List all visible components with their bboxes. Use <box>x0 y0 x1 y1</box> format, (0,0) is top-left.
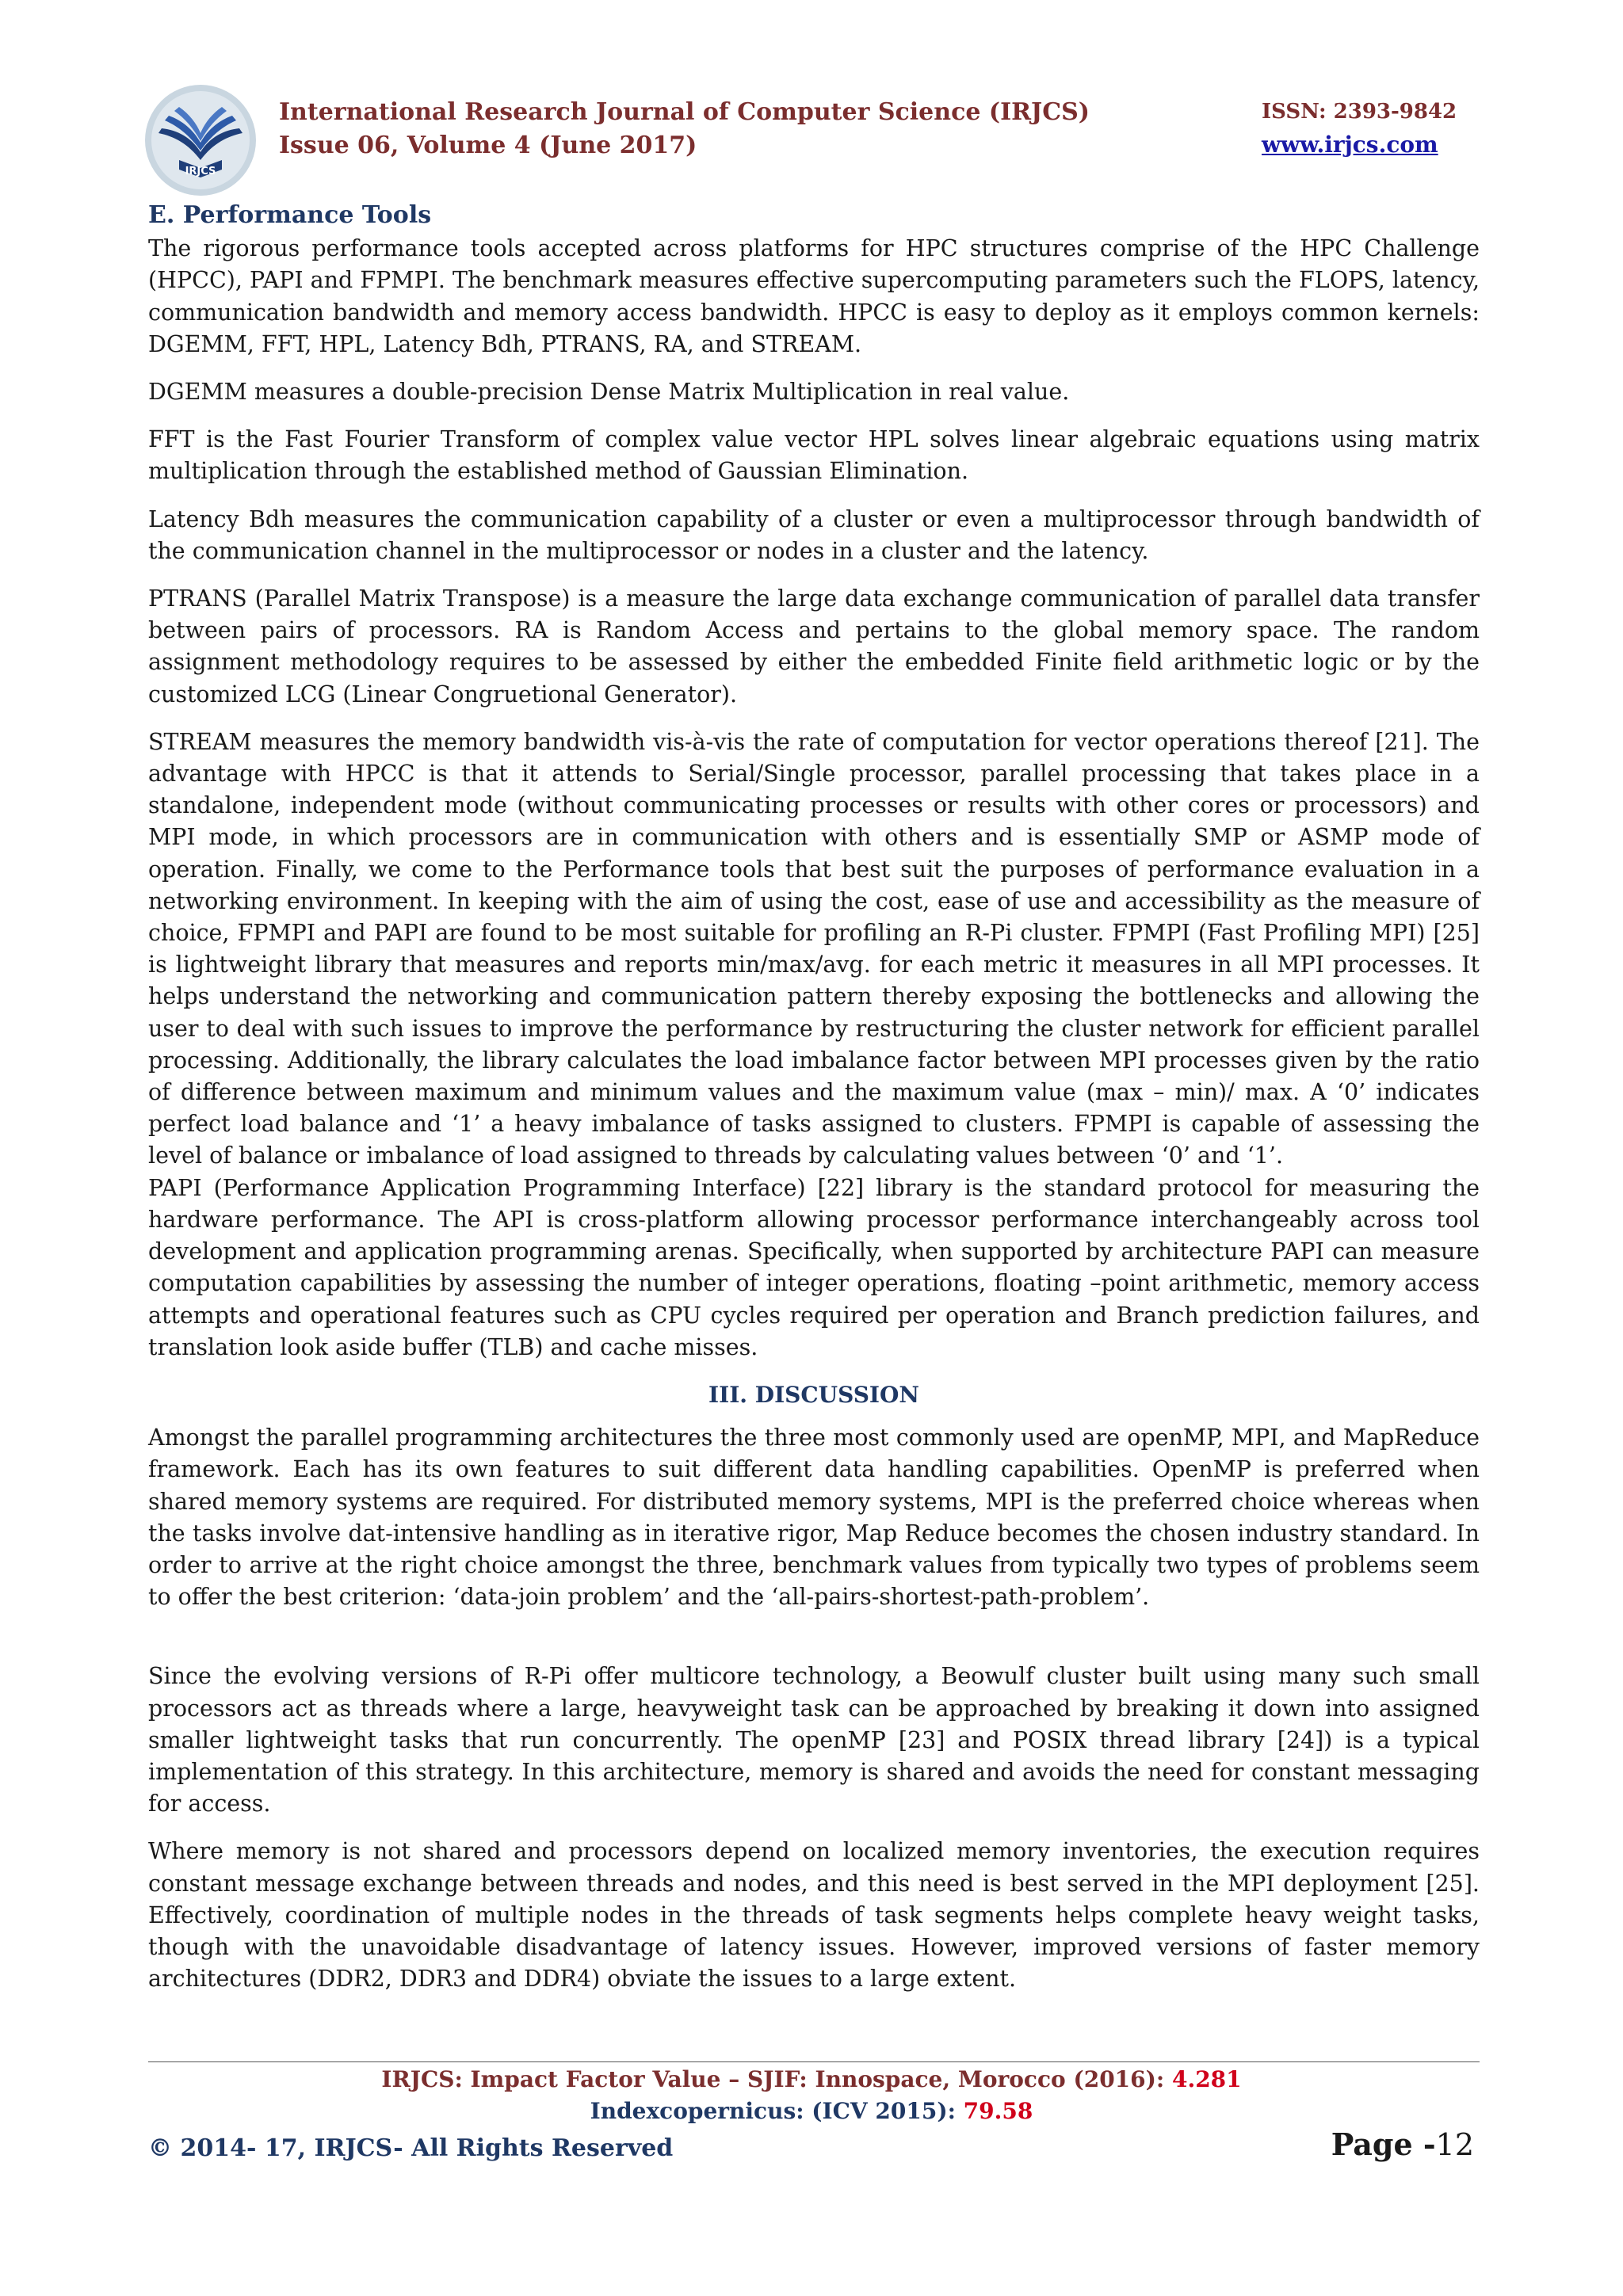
paragraph: Where memory is not shared and processors depend on localized memory inventories, the execution requires constant message exchange between threads and nodes, and this need is best served in the MPI deployment [25]. Effectively, coordination of multiple nodes in the threads of task segments helps complete heavy weight tasks, though with the unavoidable disadvantage of latency issues. However, improved versions of faster memory architectures (DDR2, DDR3 and DDR4) obviate the issues to a large extent. <box>148 1838 1480 1993</box>
index-line <box>0 2098 1623 2124</box>
journal-logo <box>141 81 260 200</box>
page-label: Page - <box>1331 2126 1436 2162</box>
book-wings-icon <box>141 81 260 200</box>
index-label: Indexcopernicus: (ICV 2015): <box>590 2098 964 2124</box>
discussion-heading: III. DISCUSSION <box>708 1381 919 1408</box>
logo-text: IRJCS <box>185 166 216 177</box>
journal-issue: Issue 06, Volume 4 (June 2017) <box>279 132 697 159</box>
paragraph: STREAM measures the memory bandwidth vis-à-vis the rate of computation for vector operations thereof [21]. The advantage with HPCC is that it attends to Serial/Single processor, parallel processing that takes place in a standalone, independent mode (without communicating processes or results with other cores or processors) and MPI mode, in which processors are in communication with others and is essentially SMP or ASMP mode of operation. Finally, we come to the Performance tools that best suit the purposes of performance evaluation in a networking environment. In keeping with the aim of using the cost, ease of use and accessibility as the measure of choice, FPMPI and PAPI are found to be most suitable for profiling an R-Pi cluster. FPMPI (Fast Profiling MPI) [25] is lightweight library that measures and reports min/max/avg. for each metric it measures in all MPI processes. It helps understand the networking and communication pattern thereby exposing the bottlenecks and allowing the user to deal with such issues to improve the performance by restructuring the cluster network for efficient parallel processing. Additionally, the library calculates the load imbalance factor between MPI processes given by the ratio of difference between maximum and minimum values and the maximum value (max – min)/ max. A ‘0’ indicates perfect load balance and ‘1’ a heavy imbalance of tasks assigned to clusters. FPMPI is capable of assessing the level of balance or imbalance of load assigned to threads by calculating values between ‘0’ and ‘1’. <box>148 728 1480 1169</box>
page-number-value: 12 <box>1435 2127 1474 2162</box>
copyright: © 2014- 17, IRJCS- All Rights Reserved <box>148 2134 674 2162</box>
journal-title: International Research Journal of Computer Science (IRJCS) <box>279 98 1090 126</box>
paragraph: DGEMM measures a double-precision Dense Matrix Multiplication in real value. <box>148 379 1070 406</box>
article-body <box>148 200 1480 2011</box>
paragraph: Since the evolving versions of R-Pi offer multicore technology, a Beowulf cluster built using many such small processors act as threads where a large, heavyweight task can be approached by breaking it down into assigned smaller lightweight tasks that run concurrently. The openMP [23] and POSIX thread library [24]) is a typical implementation of this strategy. In this architecture, memory is shared and avoids the need for constant messaging for access. <box>148 1663 1480 1817</box>
impact-factor-value: 4.281 <box>1171 2066 1242 2092</box>
website-link[interactable]: www.irjcs.com <box>1262 132 1438 158</box>
page-number <box>1331 2126 1474 2162</box>
paragraph: PAPI (Performance Application Programming Interface) [22] library is the standard protocol for measuring the hardware performance. The API is cross-platform allowing processor performance interchangeably across tool development and application programming arenas. Specifically, when supported by architecture PAPI can measure computation capabilities by assessing the number of integer operations, floating –point arithmetic, memory access attempts and operational features such as CPU cycles required per operation and Branch prediction failures, and translation look aside buffer (TLB) and cache misses. <box>148 1174 1480 1360</box>
impact-factor-line <box>0 2066 1623 2092</box>
impact-factor-label: IRJCS: Impact Factor Value – SJIF: Innospace, Morocco (2016): <box>381 2066 1172 2092</box>
paragraph: Amongst the parallel programming architectures the three most commonly used are openMP, MPI, and MapReduce framework. Each has its own features to suit different data handling capabilities. OpenMP is preferred when shared memory systems are required. For distributed memory systems, MPI is the preferred choice whereas when the tasks involve dat-intensive handling as in iterative rigor, Map Reduce becomes the chosen industry standard. In order to arrive at the right choice amongst the three, benchmark values from typically two types of problems seem to offer the best criterion: ‘data-join problem’ and the ‘all-pairs-shortest-path-problem’. <box>148 1425 1480 1611</box>
footer-divider <box>148 2061 1480 2062</box>
issn: ISSN: 2393-9842 <box>1262 100 1457 124</box>
paragraph: The rigorous performance tools accepted across platforms for HPC structures comprise of the HPC Challenge (HPCC), PAPI and FPMPI. The benchmark measures effective supercomputing parameters such the FLOPS, latency, communication bandwidth and memory access bandwidth. HPCC is easy to deploy as it employs common kernels: DGEMM, FFT, HPL, Latency Bdh, PTRANS, RA, and STREAM. <box>148 235 1480 357</box>
section-heading: E. Performance Tools <box>148 201 432 229</box>
paragraph: PTRANS (Parallel Matrix Transpose) is a measure the large data exchange communication of parallel data transfer between pairs of processors. RA is Random Access and pertains to the global memory space. The random assignment methodology requires to be assessed by either the embedded Finite field arithmetic logic or by the customized LCG (Linear Congruetional Generator). <box>148 585 1480 707</box>
paragraph: FFT is the Fast Fourier Transform of complex value vector HPL solves linear algebraic equations using matrix multiplication through the established method of Gaussian Elimination. <box>148 426 1480 485</box>
index-value: 79.58 <box>963 2098 1033 2124</box>
paragraph: Latency Bdh measures the communication capability of a cluster or even a multiprocessor through bandwidth of the communication channel in the multiprocessor or nodes in a cluster and the latency. <box>148 505 1480 564</box>
